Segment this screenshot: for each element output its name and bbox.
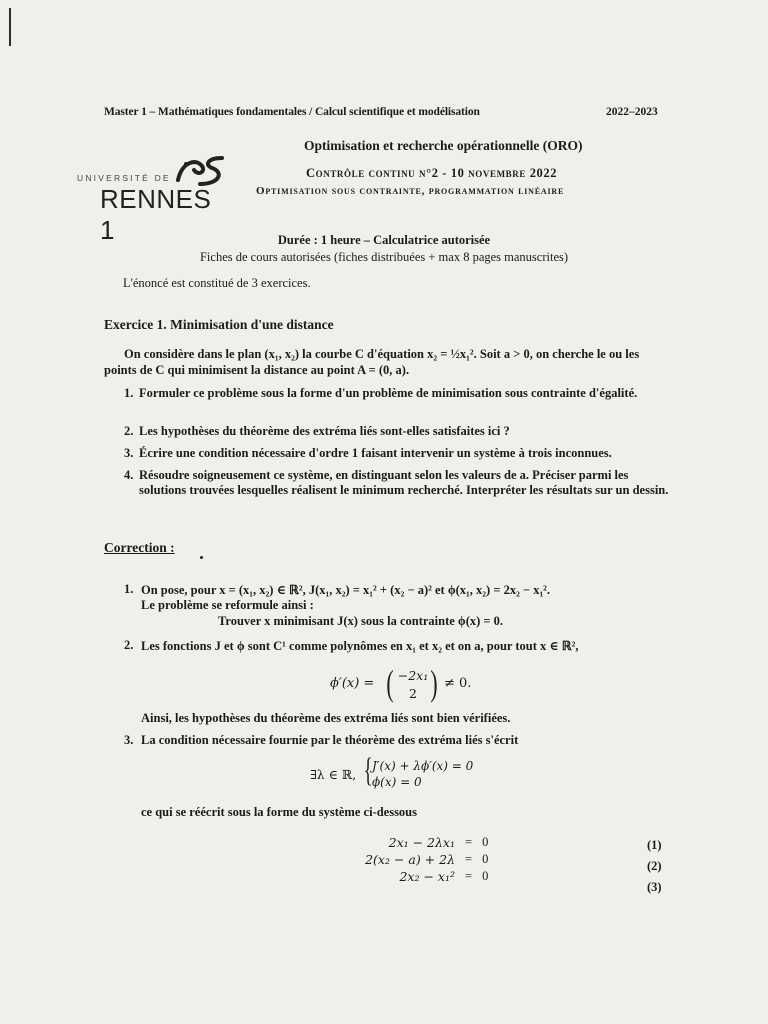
equation-rhs: 0 bbox=[482, 835, 489, 849]
question-number: 4. bbox=[124, 468, 134, 482]
equation-row bbox=[300, 834, 493, 851]
vector-top: −2x₁ bbox=[397, 668, 429, 683]
correction-text: Ainsi, les hypothèses du théorème des extréma liés sont bien vérifiées. bbox=[141, 711, 511, 725]
correction-number: 2. bbox=[124, 638, 134, 652]
ermine-icon bbox=[172, 154, 228, 188]
exam-subtitle: Optimisation sous contrainte, programmation linéaire bbox=[256, 185, 565, 197]
allowed-notes: Fiches de cours autorisées (fiches distribuées + max 8 pages manuscrites) bbox=[199, 250, 569, 264]
logo-university-name: RENNES 1 bbox=[100, 184, 212, 245]
correction-text: ce qui se réécrit sous la forme du système ci-dessous bbox=[141, 805, 417, 819]
correction-text: La condition nécessaire fournie par le théorème des extréma liés s'écrit bbox=[141, 733, 519, 747]
system-eq-2: ϕ(x) = 0 bbox=[372, 775, 422, 789]
equation-lhs: 2(x₂ − a) + 2λ bbox=[365, 852, 455, 867]
equation-sign: = bbox=[465, 852, 473, 866]
equation-row bbox=[300, 851, 493, 868]
question-text: Formuler ce problème sous la forme d'un problème de minimisation sous contrainte d'égalité. bbox=[139, 386, 638, 400]
vector-bottom: 2 bbox=[409, 686, 417, 701]
academic-year: 2022–2023 bbox=[606, 106, 658, 118]
ink-dot bbox=[200, 556, 203, 559]
equation-rhs: ≠ 0. bbox=[444, 676, 472, 691]
question-text: Écrire une condition nécessaire d'ordre 1 faisant intervenir un système à trois inconnues. bbox=[139, 446, 612, 460]
statement-info: L'énoncé est constitué de 3 exercices. bbox=[123, 276, 311, 290]
question-number: 2. bbox=[124, 424, 134, 438]
equation-rhs: 0 bbox=[482, 869, 489, 883]
question-text: Les hypothèses du théorème des extréma liés sont-elles satisfaites ici ? bbox=[139, 424, 510, 438]
exercise-title: Exercice 1. Minimisation d'une distance bbox=[104, 317, 334, 332]
logo-university-label: UNIVERSITÉ DE bbox=[77, 173, 171, 183]
system-prefix: ∃λ ∈ ℝ, bbox=[310, 767, 357, 782]
equation-system bbox=[300, 834, 493, 885]
equation-number: (2) bbox=[647, 859, 662, 873]
correction-number: 3. bbox=[124, 733, 134, 747]
correction-text: Le problème se reformule ainsi : bbox=[141, 598, 314, 612]
correction-text: Trouver x minimisant J(x) sous la contrainte ϕ(x) = 0. bbox=[218, 614, 504, 628]
exam-duration: Durée : 1 heure – Calculatrice autorisée bbox=[277, 233, 491, 247]
correction-title: Correction : bbox=[104, 540, 175, 555]
university-logo bbox=[74, 154, 234, 245]
equation-lhs: 2x₁ − 2λx₁ bbox=[388, 835, 455, 850]
equation-number: (3) bbox=[647, 880, 662, 894]
question-number: 1. bbox=[124, 386, 134, 400]
equation-sign: = bbox=[465, 869, 473, 883]
system-eq-1: J′(x) + λϕ′(x) = 0 bbox=[372, 759, 474, 773]
equation-row bbox=[300, 868, 493, 885]
course-title: Optimisation et recherche opérationnelle (ORO) bbox=[304, 138, 583, 153]
course-header: Master 1 – Mathématiques fondamentales / Calcul scientifique et modélisation bbox=[104, 106, 480, 118]
exercise-intro: On considère dans le plan (x₁, x₂) la courbe C d'équation x₂ = ½x₁². Soit a > 0, on cherche le ou les points de C qui minimisent la distance au point A = (0, a). bbox=[104, 347, 640, 377]
equation-lhs: ϕ′(x) = bbox=[330, 676, 375, 691]
question-text: Résoudre soigneusement ce système, en distinguant selon les valeurs de a. Préciser parmi les solutions trouvées lesquelles réalisent le minimum recherché. Interpréter les résultats sur un dessin. bbox=[139, 468, 669, 497]
question-number: 3. bbox=[124, 446, 134, 460]
equation-rhs: 0 bbox=[482, 852, 489, 866]
lagrange-system bbox=[310, 752, 510, 794]
binder-mark bbox=[9, 8, 11, 46]
paren-right: ) bbox=[430, 663, 438, 703]
correction-text: Les fonctions J et ϕ sont C¹ comme polynômes en x₁ et x₂ et on a, pour tout x ∈ ℝ², bbox=[141, 639, 579, 653]
paren-left: ( bbox=[386, 663, 394, 703]
brace-left: { bbox=[363, 752, 373, 789]
correction-text: On pose, pour x = (x₁, x₂) ∈ ℝ², J(x₁, x₂) = x₁² + (x₂ − a)² et ϕ(x₁, x₂) = 2x₂ − x₁². bbox=[141, 583, 551, 597]
equation-sign: = bbox=[465, 835, 473, 849]
exam-title: Contrôle continu n°2 - 10 novembre 2022 bbox=[306, 166, 558, 180]
gradient-equation bbox=[330, 664, 510, 708]
correction-number: 1. bbox=[124, 582, 134, 596]
equation-number: (1) bbox=[647, 838, 662, 852]
equation-lhs: 2x₂ − x₁² bbox=[399, 869, 455, 884]
equation-table bbox=[300, 834, 493, 885]
